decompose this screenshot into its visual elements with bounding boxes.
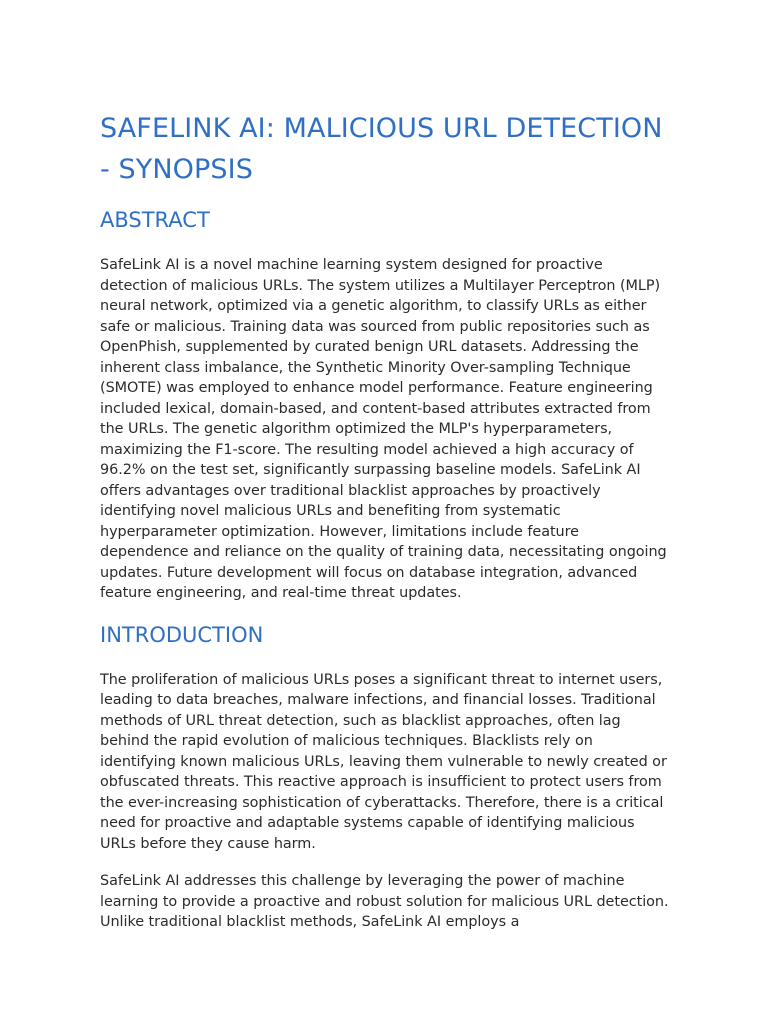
- section-introduction: [100, 621, 670, 933]
- abstract-paragraph: SafeLink AI is a novel machine learning system designed for proactive detection of malicious URLs. The system utilizes a Multilayer Perceptron (MLP) neural network, optimized via a genetic algorithm, to classify URLs as either safe or malicious. Training data was sourced from public repositories such as OpenPhish, supplemented by curated benign URL datasets. Addressing the inherent class imbalance, the Synthetic Minority Over-sampling Technique (SMOTE) was employed to enhance model performance. Feature engineering included lexical, domain-based, and content-based attributes extracted from the URLs. The genetic algorithm optimized the MLP's hyperparameters, maximizing the F1-score. The resulting model achieved a high accuracy of 96.2% on the test set, significantly surpassing baseline models. SafeLink AI offers advantages over traditional blacklist approaches by proactively identifying novel malicious URLs and benefiting from systematic hyperparameter optimization. However, limitations include feature dependence and reliance on the quality of training data, necessitating ongoing updates. Future development will focus on database integration, advanced feature engineering, and real-time threat updates.: [100, 257, 667, 601]
- introduction-paragraph-2: SafeLink AI addresses this challenge by leveraging the power of machine learning to provide a proactive and robust solution for malicious URL detection. Unlike traditional blacklist methods, SafeLink AI employs a: [100, 873, 669, 930]
- document-page: [100, 108, 670, 950]
- section-heading-introduction: INTRODUCTION: [100, 622, 264, 647]
- section-abstract: [100, 206, 670, 604]
- document-title: SAFELINK AI: MALICIOUS URL DETECTION - SYNOPSIS: [100, 113, 663, 185]
- section-heading-abstract: ABSTRACT: [100, 208, 210, 232]
- introduction-paragraph-1: The proliferation of malicious URLs poses a significant threat to internet users, leading to data breaches, malware infections, and financial losses. Traditional methods of URL threat detection, such as blacklist approaches, often lag behind the rapid evolution of malicious techniques. Blacklists rely on identifying known malicious URLs, leaving them vulnerable to newly created or obfuscated threats. This reactive approach is insufficient to protect users from the ever-increasing sophistication of cyberattacks. Therefore, there is a critical need for proactive and adaptable systems capable of identifying malicious URLs before they cause harm.: [100, 671, 667, 852]
